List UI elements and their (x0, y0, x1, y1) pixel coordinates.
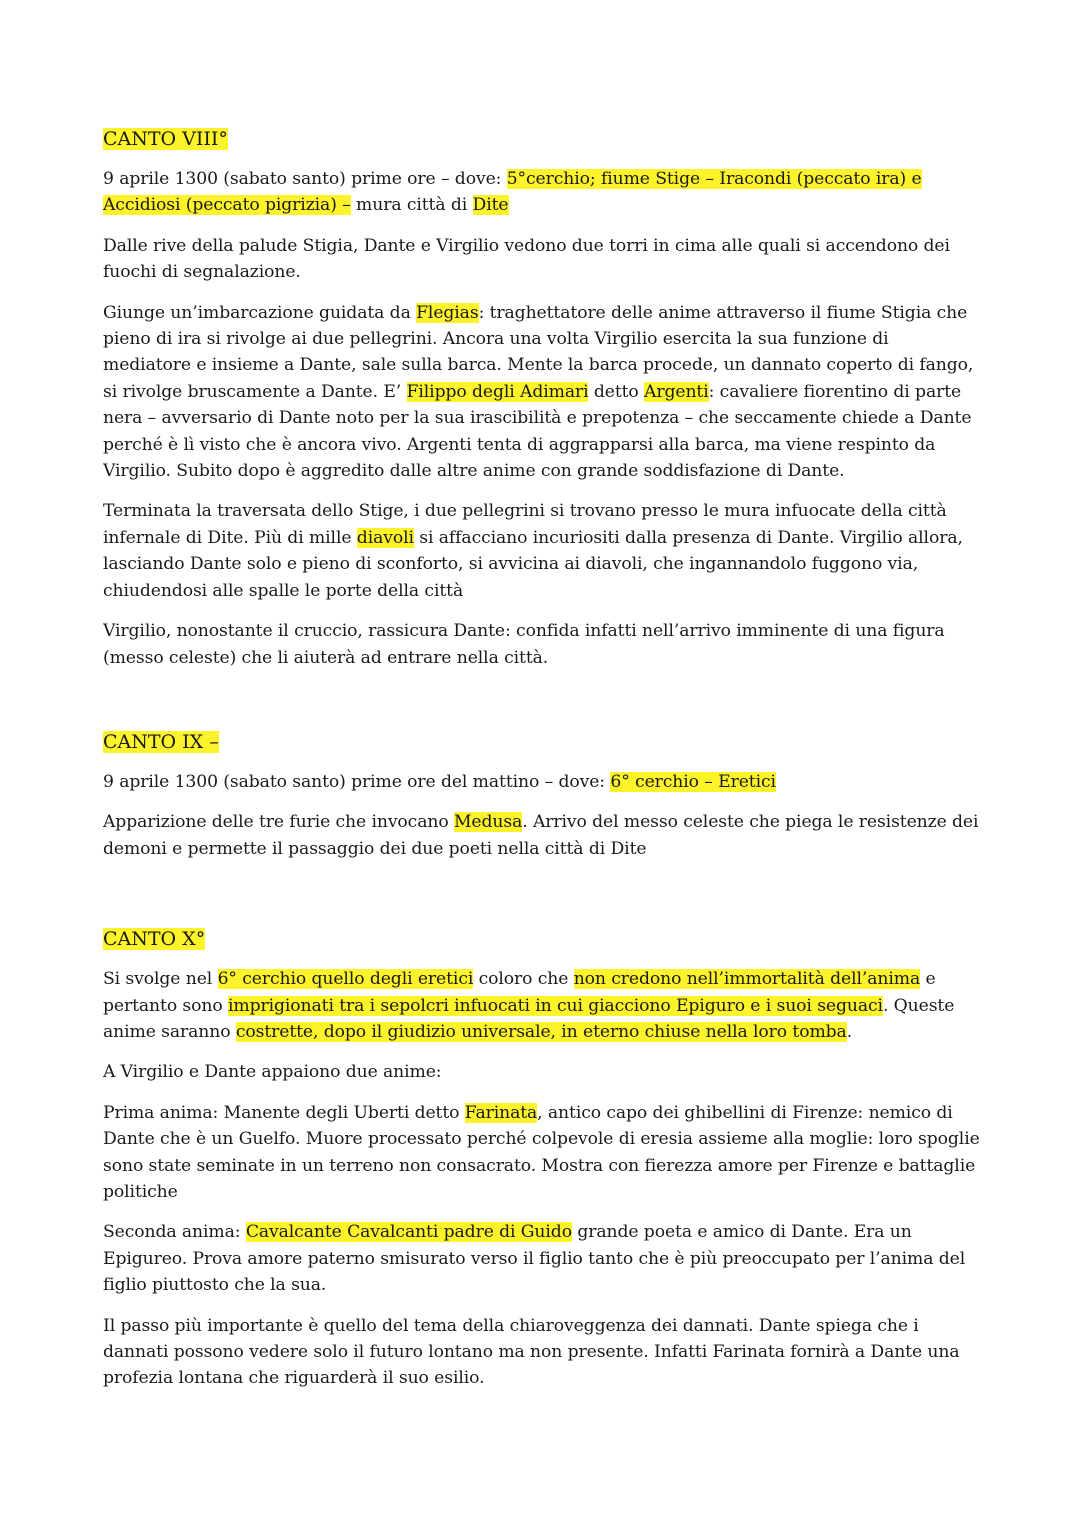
text-run: si affacciano incuriositi dalla presenza di Dante. Virgilio allora, lasciando Dante solo e pieno di sconforto, si avvicina ai diavoli, che ingannandolo fuggono via, chiudendosi alle spalle le porte della città (103, 527, 963, 601)
section-spacer (103, 685, 980, 729)
highlighted-text: Argenti (644, 381, 709, 402)
text-run: 9 aprile 1300 (sabato santo) prime ore – dove: (103, 169, 507, 189)
paragraph (103, 618, 980, 671)
highlighted-text: Cavalcante Cavalcanti padre di Guido (245, 1222, 572, 1243)
text-run: coloro che (473, 969, 574, 990)
highlighted-text: Filippo degli Adimari (406, 381, 589, 402)
text-run: Apparizione delle tre furie che invocano (103, 812, 454, 833)
highlighted-text: 5°cerchio; fiume Stige – Iracondi (peccato ira) e Accidiosi (peccato pigrizia) – (103, 169, 922, 216)
section-spacer (103, 876, 980, 926)
highlighted-text: Farinata (464, 1102, 538, 1123)
highlighted-text: costrette, dopo il giudizio universale, in eterno chiuse nella loro tomba (235, 1021, 847, 1042)
document-body (103, 126, 980, 1392)
highlighted-text: Flegias (416, 302, 479, 323)
highlighted-heading-text: CANTO VIII° (103, 128, 228, 150)
canto-heading (103, 126, 980, 152)
text-run: : cavaliere fiorentino di parte nera – avversario di Dante noto per la sua irascibilità e prepotenza – che seccamente chiede a Dante perché è lì visto che è ancora vivo. Argenti tenta di aggrapparsi alla barca, ma viene respinto da Virgilio. Subito dopo è aggredito dalle altre anime con grande soddisfazione di Dante. (103, 381, 972, 482)
paragraph (103, 966, 980, 1045)
text-run: Virgilio, nonostante il cruccio, rassicura Dante: confida infatti nell’arrivo imminente di una figura (messo celeste) che li aiuterà ad entrare nella città. (103, 621, 945, 668)
text-run: detto (588, 381, 645, 402)
text-run: Si svolge nel (103, 969, 218, 990)
text-run: Dalle rive della palude Stigia, Dante e Virgilio vedono due torri in cima alle quali si accendono dei fuochi di segnalazione. (103, 235, 950, 283)
canto-section (103, 126, 980, 671)
text-run: Il passo più importante è quello del tema della chiaroveggenza dei dannati. Dante spiega che i dannati possono vedere solo il futuro lontano ma non presente. Infatti Farinata fornirà a Dante una profezia lontana che riguarderà il suo esilio. (103, 1315, 960, 1389)
text-run: Giunge un’imbarcazione guidata da (103, 302, 417, 323)
paragraph (103, 166, 980, 219)
text-run: Seconda anima: (103, 1222, 246, 1243)
text-run: . (846, 1021, 853, 1042)
highlighted-text: diavoli (356, 527, 414, 548)
paragraph (103, 769, 980, 795)
paragraph (103, 1313, 980, 1392)
text-run: A Virgilio e Dante appaiono due anime: (103, 1062, 442, 1083)
paragraph (103, 1219, 980, 1298)
canto-heading (103, 926, 980, 952)
highlighted-text: imprigionati tra i sepolcri infuocati in cui giacciono Epiguro e i suoi seguaci (227, 995, 883, 1016)
highlighted-text: non credono nell’immortalità dell’anima (573, 969, 921, 990)
highlighted-text: 6° cerchio quello degli eretici (217, 969, 474, 990)
text-run: mura città di (350, 195, 473, 216)
highlighted-text: 6° cerchio – Eretici (610, 771, 776, 792)
text-run: Terminata la traversata dello Stige, i due pellegrini si trovano presso le mura infuocate della città infernale di Dite. Più di mille (103, 501, 947, 548)
paragraph (103, 1059, 980, 1085)
paragraph (103, 1100, 980, 1206)
text-run: . Arrivo del messo celeste che piega le resistenze dei demoni e permette il passaggio dei due poeti nella città di Dite (103, 812, 979, 859)
canto-section (103, 926, 980, 1392)
paragraph (103, 233, 980, 286)
text-run: e pertanto sono (103, 969, 936, 1016)
text-run: Prima anima: Manente degli Uberti detto (103, 1102, 465, 1123)
canto-heading (103, 729, 980, 755)
text-run: grande poeta e amico di Dante. Era un Epigureo. Prova amore paterno smisurato verso il figlio tanto che è più preoccupato per l’anima del figlio piuttosto che la sua. (103, 1222, 966, 1296)
paragraph (103, 300, 980, 485)
highlighted-heading-text: CANTO IX – (103, 730, 219, 753)
highlighted-heading-text: CANTO X° (103, 928, 206, 951)
text-run: , antico capo dei ghibellini di Firenze: nemico di Dante che è un Guelfo. Muore processato perché colpevole di eresia assieme alla moglie: loro spoglie sono state seminate in un terreno non consacrato. Mostra con fierezza amore per Firenze e battaglie politiche (103, 1102, 980, 1202)
canto-section (103, 729, 980, 862)
text-run: . Queste anime saranno (103, 995, 955, 1042)
text-run: : traghettatore delle anime attraverso il fiume Stigia che pieno di ira si rivolge ai due pellegrini. Ancora una volta Virgilio esercita la sua funzione di mediatore e insieme a Dante, sale sulla barca. Mente la barca procede, un dannato coperto di fango, si rivolge bruscamente a Dante. E’ (103, 302, 974, 402)
highlighted-text: Dite (472, 195, 509, 216)
text-run: 9 aprile 1300 (sabato santo) prime ore del mattino – dove: (103, 771, 611, 792)
paragraph (103, 809, 980, 862)
highlighted-text: Medusa (453, 812, 523, 833)
paragraph (103, 498, 980, 604)
